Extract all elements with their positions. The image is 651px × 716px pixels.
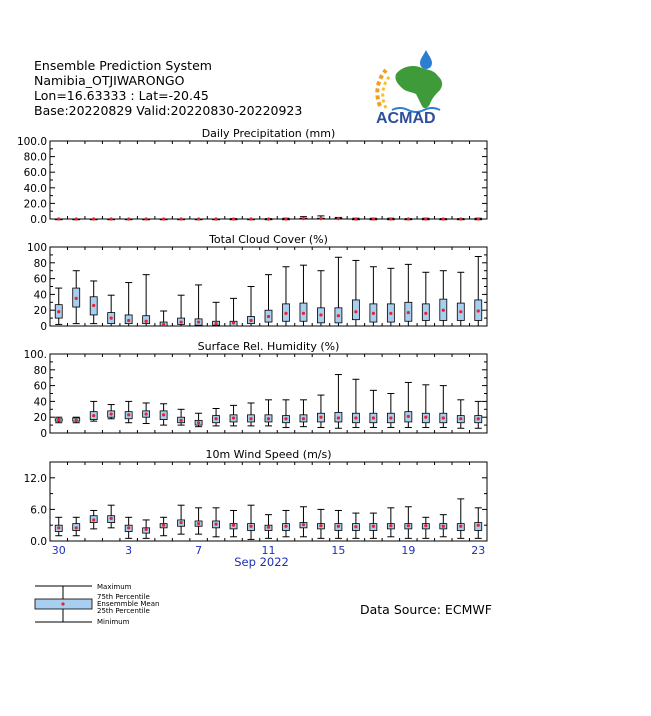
legend-p75-label: 75th Percentile xyxy=(97,593,150,601)
y-tick-label: 20 xyxy=(33,412,47,425)
mean-dot xyxy=(424,524,427,527)
box-day-7 xyxy=(195,285,202,326)
y-tick-label: 80.0 xyxy=(23,151,47,164)
panel-title: Total Cloud Cover (%) xyxy=(209,233,328,246)
box-day-19 xyxy=(405,217,412,220)
mean-dot xyxy=(57,418,60,421)
mean-dot xyxy=(337,314,340,317)
date-range-label: Base:20220829 Valid:20220830-20220923 xyxy=(34,103,303,118)
box-day-5 xyxy=(160,217,167,220)
mean-dot xyxy=(180,320,183,323)
box-day-18 xyxy=(387,217,394,220)
box-day-23 xyxy=(475,401,482,428)
mean-dot xyxy=(127,319,130,322)
box-day-14 xyxy=(317,395,324,427)
mean-dot xyxy=(477,524,480,527)
mean-dot xyxy=(319,416,322,419)
box-day-2 xyxy=(108,405,115,419)
mean-dot xyxy=(197,522,200,525)
y-tick-label: 6.0 xyxy=(30,504,47,517)
y-tick-label: 20 xyxy=(33,305,47,318)
mean-dot xyxy=(127,526,130,529)
box-day-15 xyxy=(335,257,342,326)
box-day-1 xyxy=(90,281,97,324)
box-day-4 xyxy=(143,520,150,538)
panel-4 xyxy=(50,462,487,541)
box-day-5 xyxy=(160,311,167,326)
y-tick-label: 0.0 xyxy=(30,536,47,548)
y-tick-label: 80 xyxy=(33,364,47,377)
y-tick-label: 20.0 xyxy=(23,198,47,211)
mean-dot xyxy=(145,412,148,415)
mean-dot xyxy=(372,312,375,315)
mean-dot xyxy=(477,417,480,420)
box-day-17 xyxy=(370,513,377,538)
box-day-30 xyxy=(55,288,62,324)
box-day-1 xyxy=(90,217,97,220)
box-day-19 xyxy=(405,382,412,427)
box-day-21 xyxy=(440,515,447,537)
mean-dot xyxy=(75,297,78,300)
box-day-23 xyxy=(475,217,482,220)
mean-dot xyxy=(232,321,235,324)
box-day-18 xyxy=(387,508,394,537)
box-day-9 xyxy=(230,217,237,220)
box-day-17 xyxy=(370,390,377,427)
box-day-12 xyxy=(282,510,289,536)
date-tick-label: 7 xyxy=(195,544,203,557)
box-day-7 xyxy=(195,508,202,534)
box-day-4 xyxy=(143,275,150,326)
mean-dot xyxy=(180,419,183,422)
box-day-5 xyxy=(160,404,167,425)
y-tick-label: 40 xyxy=(33,396,47,409)
box-day-30 xyxy=(55,517,62,535)
box-day-1 xyxy=(90,510,97,528)
mean-dot xyxy=(302,523,305,526)
mean-dot xyxy=(214,417,217,420)
box-day-13 xyxy=(300,217,307,221)
mean-dot xyxy=(267,417,270,420)
mean-dot xyxy=(249,417,252,420)
mean-dot xyxy=(110,517,113,520)
y-tick-label: 80 xyxy=(33,257,47,270)
box-day-20 xyxy=(422,385,429,428)
y-tick-label: 0 xyxy=(40,428,47,440)
mean-dot xyxy=(75,419,78,422)
box-day-20 xyxy=(422,517,429,538)
mean-dot xyxy=(232,416,235,419)
box-day-21 xyxy=(440,271,447,326)
mean-dot xyxy=(267,526,270,529)
mean-dot xyxy=(127,413,130,416)
y-tick-label: 60 xyxy=(33,380,47,393)
box-day-2 xyxy=(108,505,115,528)
box-day-17 xyxy=(370,217,377,220)
legend-mean-dot xyxy=(61,602,64,605)
mean-dot xyxy=(389,524,392,527)
mean-dot xyxy=(197,421,200,424)
box-day-15 xyxy=(335,217,342,220)
mean-dot xyxy=(75,217,78,220)
date-tick-label: 19 xyxy=(401,544,416,557)
box-day-4 xyxy=(143,403,150,424)
mean-dot xyxy=(284,525,287,528)
legend-p25-label: 25th Percentile xyxy=(97,607,150,615)
box-day-20 xyxy=(422,272,429,326)
box-day-11 xyxy=(265,275,272,326)
panel-title: 10m Wind Speed (m/s) xyxy=(205,448,332,461)
mean-dot xyxy=(180,521,183,524)
box-day-22 xyxy=(457,217,464,220)
box-day-5 xyxy=(160,517,167,535)
mean-dot xyxy=(249,319,252,322)
mean-dot xyxy=(110,412,113,415)
mean-dot xyxy=(319,313,322,316)
box-day-6 xyxy=(178,505,185,534)
mean-dot xyxy=(372,217,375,220)
y-tick-label: 100.0 xyxy=(16,136,47,148)
box-day-23 xyxy=(475,508,482,539)
y-tick-label: 40.0 xyxy=(23,182,47,195)
logo-text: ACMAD xyxy=(376,110,436,126)
mean-dot xyxy=(232,217,235,220)
data-source-label: Data Source: ECMWF xyxy=(360,602,492,617)
mean-dot xyxy=(459,310,462,313)
y-tick-label: 40 xyxy=(33,289,47,302)
box-day-17 xyxy=(370,267,377,326)
box-day-31 xyxy=(73,217,80,220)
box-day-18 xyxy=(387,268,394,326)
box-day-31 xyxy=(73,417,80,423)
chart-title: Ensemble Prediction System xyxy=(34,58,212,73)
mean-dot xyxy=(424,416,427,419)
box-day-10 xyxy=(248,287,255,327)
mean-dot xyxy=(354,217,357,220)
mean-dot xyxy=(249,525,252,528)
panel-2 xyxy=(50,247,487,326)
mean-dot xyxy=(110,217,113,220)
box-day-19 xyxy=(405,507,412,539)
mean-dot xyxy=(407,311,410,314)
coordinates-label: Lon=16.63333 : Lat=-20.45 xyxy=(34,88,209,103)
mean-dot xyxy=(284,417,287,420)
box-day-3 xyxy=(125,283,132,326)
box-day-22 xyxy=(457,499,464,538)
mean-dot xyxy=(442,309,445,312)
mean-dot xyxy=(354,310,357,313)
box-day-31 xyxy=(73,271,80,324)
box-day-9 xyxy=(230,298,237,326)
month-label: Sep 2022 xyxy=(234,555,289,569)
y-tick-label: 60 xyxy=(33,273,47,286)
mean-dot xyxy=(407,524,410,527)
mean-dot xyxy=(372,525,375,528)
location-label: Namibia_OTJIWARONGO xyxy=(34,73,185,88)
mean-dot xyxy=(284,312,287,315)
y-tick-label: 12.0 xyxy=(23,472,47,485)
mean-dot xyxy=(389,416,392,419)
mean-dot xyxy=(424,312,427,315)
mean-dot xyxy=(232,524,235,527)
mean-dot xyxy=(459,217,462,220)
box-day-8 xyxy=(213,508,220,537)
mean-dot xyxy=(302,217,305,220)
y-tick-label: 100. xyxy=(23,349,47,361)
box-day-22 xyxy=(457,400,464,428)
mean-dot xyxy=(407,415,410,418)
box-day-6 xyxy=(178,409,185,425)
y-tick-label: 0 xyxy=(40,321,47,333)
mean-dot xyxy=(92,217,95,220)
box-day-11 xyxy=(265,515,272,539)
mean-dot xyxy=(389,312,392,315)
box-day-12 xyxy=(282,400,289,428)
box-day-8 xyxy=(213,409,220,426)
box-day-6 xyxy=(178,217,185,220)
box-day-8 xyxy=(213,302,220,326)
mean-dot xyxy=(127,217,130,220)
legend-max-label: Maximum xyxy=(97,583,132,591)
mean-dot xyxy=(442,525,445,528)
mean-dot xyxy=(284,217,287,220)
box-day-9 xyxy=(230,510,237,536)
panel-title: Surface Rel. Humidity (%) xyxy=(197,340,340,353)
mean-dot xyxy=(162,217,165,220)
box-day-15 xyxy=(335,510,342,538)
mean-dot xyxy=(57,310,60,313)
box-day-7 xyxy=(195,413,202,426)
date-tick-label: 30 xyxy=(51,544,66,557)
date-tick-label: 11 xyxy=(261,544,276,557)
mean-dot xyxy=(337,416,340,419)
box-day-14 xyxy=(317,216,324,220)
box-day-13 xyxy=(300,265,307,326)
panel-1 xyxy=(50,141,487,221)
box-day-18 xyxy=(387,394,394,428)
box-day-2 xyxy=(108,217,115,220)
mean-dot xyxy=(267,217,270,220)
mean-dot xyxy=(162,323,165,326)
box-day-11 xyxy=(265,217,272,220)
mean-dot xyxy=(319,217,322,220)
mean-dot xyxy=(180,217,183,220)
mean-dot xyxy=(214,523,217,526)
mean-dot xyxy=(354,525,357,528)
mean-dot xyxy=(75,526,78,529)
box-day-1 xyxy=(90,401,97,421)
box-day-22 xyxy=(457,272,464,326)
box-day-14 xyxy=(317,509,324,538)
box-day-12 xyxy=(282,217,289,220)
mean-dot xyxy=(57,526,60,529)
mean-dot xyxy=(145,528,148,531)
box-day-16 xyxy=(352,217,359,220)
y-tick-label: 100 xyxy=(26,242,47,254)
box-day-21 xyxy=(440,386,447,428)
box-day-3 xyxy=(125,217,132,220)
mean-dot xyxy=(459,417,462,420)
mean-dot xyxy=(389,217,392,220)
y-tick-label: 0.0 xyxy=(30,214,47,226)
panel-title: Daily Precipitation (mm) xyxy=(201,127,336,140)
box-day-2 xyxy=(108,295,115,326)
mean-dot xyxy=(197,320,200,323)
date-tick-label: 15 xyxy=(331,544,346,557)
box-day-20 xyxy=(422,217,429,220)
box-day-30 xyxy=(55,417,62,423)
mean-dot xyxy=(57,217,60,220)
mean-dot xyxy=(214,322,217,325)
box-day-21 xyxy=(440,217,447,220)
mean-dot xyxy=(145,320,148,323)
mean-dot xyxy=(477,217,480,220)
mean-dot xyxy=(214,217,217,220)
box-day-16 xyxy=(352,260,359,326)
box-day-3 xyxy=(125,401,132,422)
mean-dot xyxy=(110,317,113,320)
mean-dot xyxy=(162,413,165,416)
box-day-6 xyxy=(178,295,185,326)
box-day-16 xyxy=(352,379,359,427)
mean-dot xyxy=(459,525,462,528)
mean-dot xyxy=(162,524,165,527)
mean-dot xyxy=(354,416,357,419)
box-day-3 xyxy=(125,517,132,538)
mean-dot xyxy=(407,217,410,220)
date-tick-label: 3 xyxy=(125,544,133,557)
mean-dot xyxy=(145,217,148,220)
mean-dot xyxy=(249,217,252,220)
box-day-23 xyxy=(475,256,482,326)
mean-dot xyxy=(477,309,480,312)
box-day-19 xyxy=(405,264,412,326)
mean-dot xyxy=(92,304,95,307)
mean-dot xyxy=(319,524,322,527)
mean-dot xyxy=(92,518,95,521)
box-day-14 xyxy=(317,271,324,326)
mean-dot xyxy=(442,217,445,220)
box-day-7 xyxy=(195,217,202,220)
box-day-16 xyxy=(352,513,359,538)
panel-frame xyxy=(50,141,487,219)
box-day-31 xyxy=(73,517,80,535)
mean-dot xyxy=(337,525,340,528)
mean-dot xyxy=(337,217,340,220)
box-day-15 xyxy=(335,375,342,429)
box-day-10 xyxy=(248,505,255,539)
box-day-8 xyxy=(213,217,220,220)
panel-3 xyxy=(50,354,487,433)
legend-min-label: Minimum xyxy=(97,618,130,626)
mean-dot xyxy=(424,217,427,220)
y-tick-label: 60.0 xyxy=(23,167,47,180)
box-day-10 xyxy=(248,403,255,426)
mean-dot xyxy=(197,217,200,220)
box-day-4 xyxy=(143,217,150,220)
mean-dot xyxy=(92,414,95,417)
iqr-box xyxy=(352,300,359,320)
mean-dot xyxy=(372,416,375,419)
box-day-30 xyxy=(55,217,62,220)
mean-dot xyxy=(302,417,305,420)
box-day-12 xyxy=(282,267,289,326)
mean-dot xyxy=(442,416,445,419)
box-day-13 xyxy=(300,400,307,427)
box-day-10 xyxy=(248,217,255,220)
mean-dot xyxy=(302,312,305,315)
box-day-9 xyxy=(230,405,237,426)
date-tick-label: 23 xyxy=(471,544,486,557)
box-day-13 xyxy=(300,507,307,537)
mean-dot xyxy=(267,315,270,318)
box-day-11 xyxy=(265,400,272,426)
legend-mean-label: Ensemmble Mean xyxy=(97,600,160,608)
legend xyxy=(35,586,92,622)
